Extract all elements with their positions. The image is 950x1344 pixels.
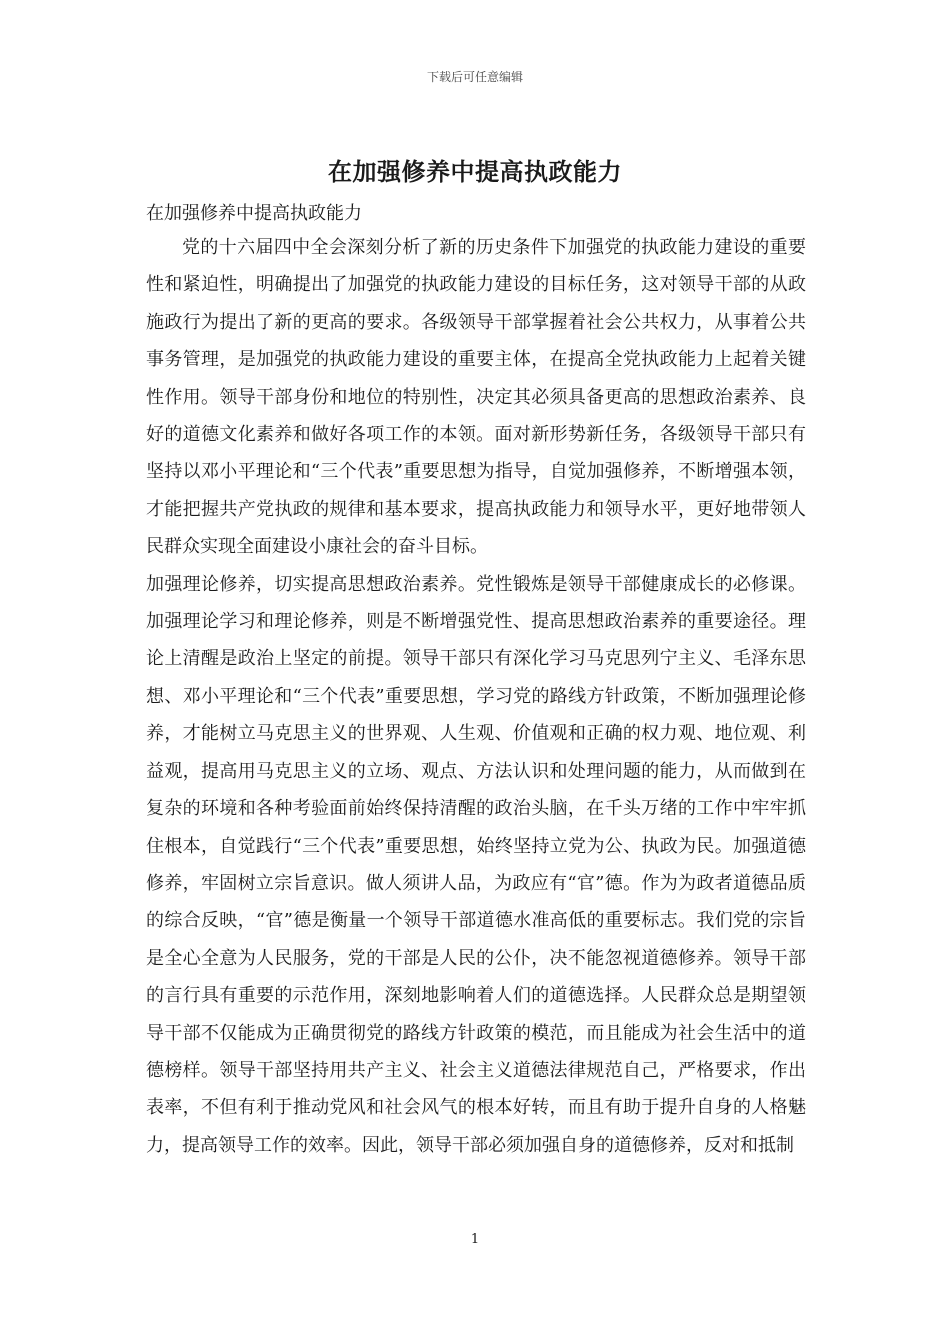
header-note: 下载后可任意编辑 bbox=[426, 70, 523, 84]
document-subtitle: 在加强修养中提高执政能力 bbox=[146, 203, 362, 224]
body-paragraph: 党的十六届四中全会深刻分析了新的历史条件下加强党的执政能力建设的重要性和紧迫性，明确提出了加强党的执政能力建设的目标任务，这对领导干部的从政施政行为提出了新的更高的要求。各级领导干部掌握着社会公共权力，从事着公共事务管理，是加强党的执政能力建设的重要主体，在提高全党执政能力上起着关键性作用。领导干部身份和地位的特别性，决定其必须具备更高的思想政治素养、良好的道德文化素养和做好各项工作的本领。面对新形势新任务，各级领导干部只有坚持以邓小平理论和“三个代表”重要思想为指导，自觉加强修养，不断增强本领，才能把握共产党执政的规律和基本要求，提高执政能力和领导水平，更好地带领人民群众实现全面建设小康社会的奋斗目标。 bbox=[146, 237, 806, 558]
document-title: 在加强修养中提高执政能力 bbox=[328, 157, 622, 186]
body-paragraph: 加强理论修养，切实提高思想政治素养。党性锻炼是领导干部健康成长的必修课。加强理论学习和理论修养，则是不断增强党性、提高思想政治素养的重要途径。理论上清醒是政治上坚定的前提。领导干部只有深化学习马克思列宁主义、毛泽东思想、邓小平理论和“三个代表”重要思想，学习党的路线方针政策，不断加强理论修养，才能树立马克思主义的世界观、人生观、价值观和正确的权力观、地位观、利益观，提高用马克思主义的立场、观点、方法认识和处理问题的能力，从而做到在复杂的环境和各种考验面前始终保持清醒的政治头脑，在千头万绪的工作中牢牢抓住根本，自觉践行“三个代表”重要思想，始终坚持立党为公、执政为民。加强道德修养，牢固树立宗旨意识。做人须讲人品，为政应有“官”德。作为为政者道德品质的综合反映，“官”德是衡量一个领导干部道德水准高低的重要标志。我们党的宗旨是全心全意为人民服务，党的干部是人民的公仆，决不能忽视道德修养。领导干部的言行具有重要的示范作用，深刻地影响着人们的道德选择。人民群众总是期望领导干部不仅能成为正确贯彻党的路线方针政策的模范，而且能成为社会生活中的道德榜样。领导干部坚持用共产主义、社会主义道德法律规范自己，严格要求，作出表率，不但有利于推动党风和社会风气的根本好转，而且有助于提升自身的人格魅力，提高领导工作的效率。因此，领导干部必须加强自身的道德修养，反对和抵制 bbox=[146, 573, 806, 1156]
page-number: 1 bbox=[470, 1232, 480, 1247]
document-body bbox=[146, 229, 806, 1164]
